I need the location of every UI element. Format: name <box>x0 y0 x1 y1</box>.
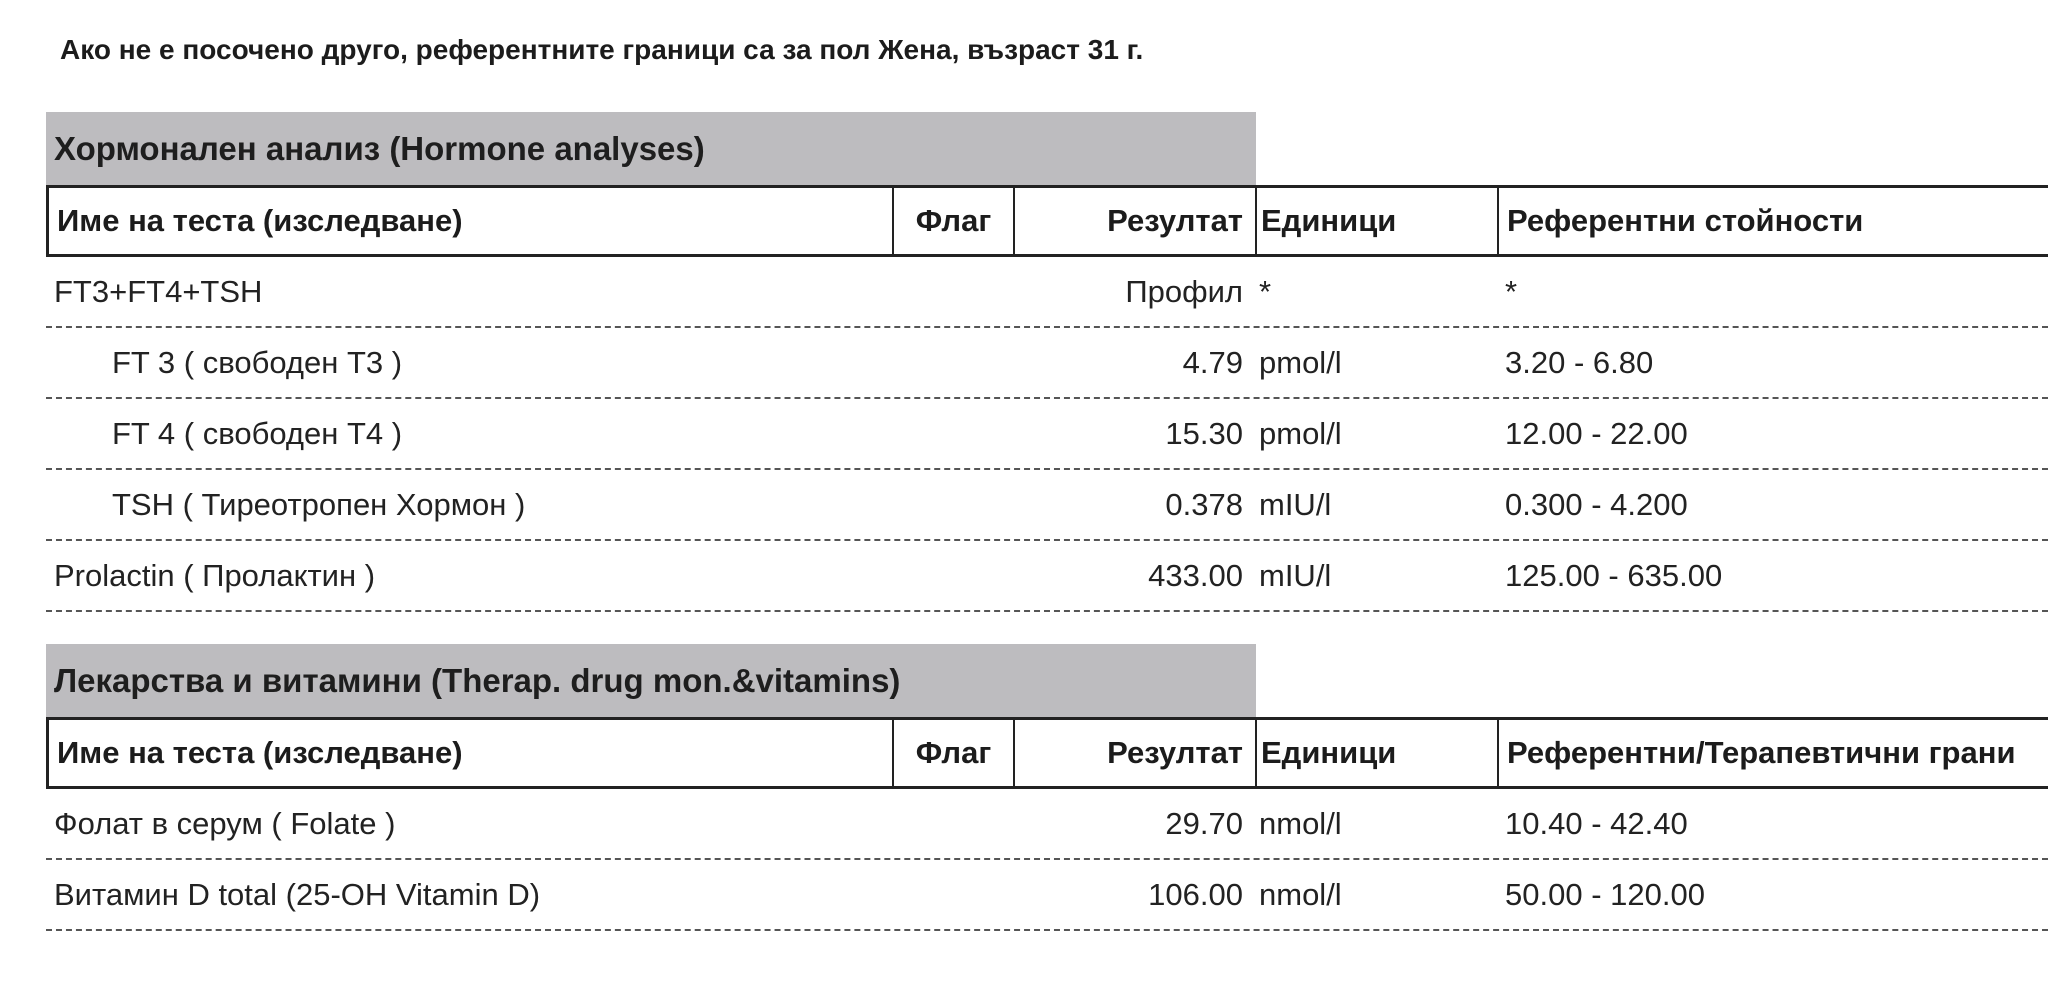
table-header <box>46 717 2048 789</box>
test-name: Витамин D total (25-OH Vitamin D) <box>54 876 541 912</box>
test-name: FT 3 ( свободен T3 ) <box>112 344 403 380</box>
test-result: 4.79 <box>1182 344 1243 380</box>
test-units: nmol/l <box>1259 876 1342 912</box>
test-reference: 125.00 - 635.00 <box>1505 557 1723 593</box>
section-title: Лекарства и витамини (Therap. drug mon.&vitamins) <box>46 644 1256 717</box>
header-result: Резултат <box>1013 720 1255 786</box>
table-row <box>46 470 2048 541</box>
header-result: Резултат <box>1013 188 1255 254</box>
header-flag: Флаг <box>892 188 1013 254</box>
test-name: Фолат в серум ( Folate ) <box>54 805 396 841</box>
vitamins-section <box>46 644 2048 931</box>
header-units: Единици <box>1255 720 1497 786</box>
test-units: mIU/l <box>1259 557 1332 593</box>
hormone-section <box>46 112 2048 612</box>
table-row <box>46 541 2048 612</box>
test-result: 433.00 <box>1148 557 1243 593</box>
table-row <box>46 257 2048 328</box>
test-units: pmol/l <box>1259 415 1342 451</box>
test-units: mIU/l <box>1259 486 1332 522</box>
header-reference: Референтни/Терапевтични грани <box>1497 720 2048 786</box>
test-result: 106.00 <box>1148 876 1243 912</box>
test-units: * <box>1259 273 1272 309</box>
test-result: 0.378 <box>1165 486 1243 522</box>
test-result: Профил <box>1125 273 1243 309</box>
header-test-name: Име на теста (изследване) <box>46 188 892 254</box>
header-flag: Флаг <box>892 720 1013 786</box>
test-reference: * <box>1505 273 1518 309</box>
test-reference: 50.00 - 120.00 <box>1505 876 1705 912</box>
test-name: FT 4 ( свободен T4 ) <box>112 415 403 451</box>
test-name: TSH ( Тиреотропен Хормон ) <box>112 486 526 522</box>
section-title: Хормонален анализ (Hormone analyses) <box>46 112 1256 185</box>
test-reference: 3.20 - 6.80 <box>1505 344 1654 380</box>
test-reference: 0.300 - 4.200 <box>1505 486 1688 522</box>
test-reference: 10.40 - 42.40 <box>1505 805 1688 841</box>
table-header <box>46 185 2048 257</box>
test-result: 15.30 <box>1165 415 1243 451</box>
table-row <box>46 860 2048 931</box>
header-reference: Референтни стойности <box>1497 188 2048 254</box>
test-units: nmol/l <box>1259 805 1342 841</box>
table-row <box>46 328 2048 399</box>
test-name: Prolactin ( Пролактин ) <box>54 557 376 593</box>
table-row <box>46 789 2048 860</box>
test-reference: 12.00 - 22.00 <box>1505 415 1688 451</box>
test-name: FT3+FT4+TSH <box>54 273 263 309</box>
test-result: 29.70 <box>1165 805 1243 841</box>
table-row <box>46 399 2048 470</box>
test-units: pmol/l <box>1259 344 1342 380</box>
header-test-name: Име на теста (изследване) <box>46 720 892 786</box>
header-units: Единици <box>1255 188 1497 254</box>
reference-note: Ако не е посочено друго, референтните граници са за пол Жена, възраст 31 г. <box>60 34 1144 65</box>
